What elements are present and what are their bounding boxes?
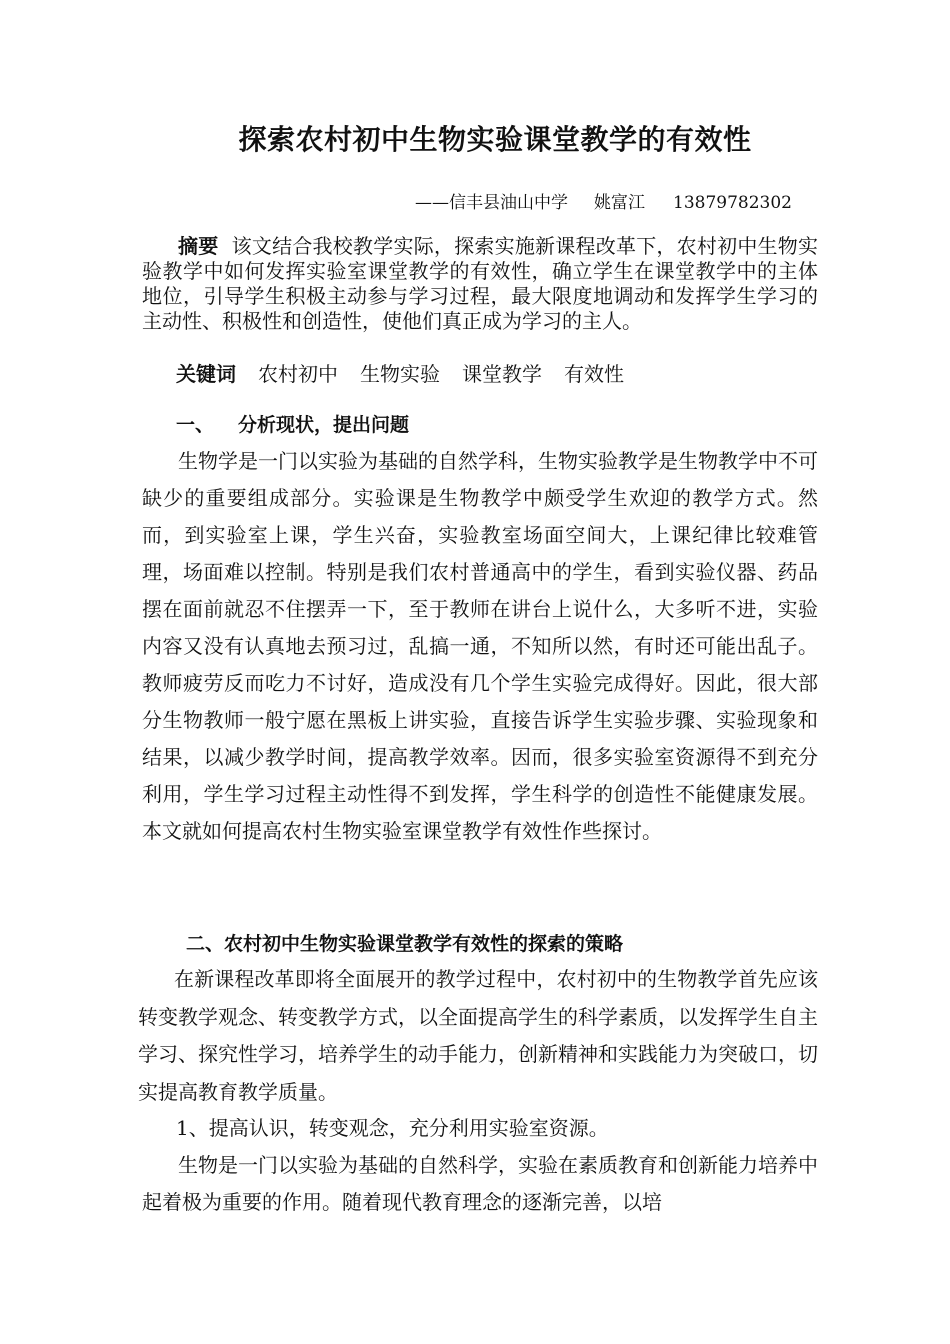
- section2-paragraph-text: 在新课程改革即将全面展开的教学过程中，农村初中的生物教学首先应该转变教学观念、转变教学方式，以全面提高学生的科学素质，以发挥学生自主学习、探究性学习，培养学生的动手能力，创新精神和实践能力为突破口，切实提高教育教学质量。: [138, 967, 818, 1104]
- keywords-label: 关键词: [176, 362, 236, 386]
- keyword-item: 农村初中: [258, 362, 338, 386]
- byline-phone: 13879782302: [673, 193, 792, 213]
- document-title: 探索农村初中生物实验课堂教学的有效性: [238, 123, 752, 156]
- keyword-item: 课堂教学: [462, 362, 542, 386]
- section2-item1-paragraph-text: 生物是一门以实验为基础的自然科学，实验在素质教育和创新能力培养中起着极为重要的作用。随着现代教育理念的逐渐完善，以培: [142, 1153, 818, 1214]
- section2-item1-paragraph: [142, 1147, 818, 1221]
- byline-author: 姚富江: [594, 193, 646, 213]
- abstract-text: 该文结合我校教学实际，探索实施新课程改革下，农村初中生物实验教学中如何发挥实验室课堂教学的有效性，确立学生在课堂教学中的主体地位，引导学生积极主动参与学习过程，最大限度地调动和发挥学生学习的主动性、积极性和创造性，使他们真正成为学习的主人。: [142, 234, 819, 333]
- keywords-line: [176, 359, 624, 389]
- byline: [415, 188, 792, 213]
- abstract-label: 摘要: [178, 234, 219, 258]
- section1-paragraph-text: 生物学是一门以实验为基础的自然学科，生物实验教学是生物教学中不可缺少的重要组成部分。实验课是生物教学中颇受学生欢迎的教学方式。然而，到实验室上课，学生兴奋，实验教室场面空间大，上课纪律比较难管理，场面难以控制。特别是我们农村普通高中的学生，看到实验仪器、药品摆在面前就忍不住摆弄一下，至于教师在讲台上说什么，大多听不进，实验内容又没有认真地去预习过，乱搞一通，不知所以然，有时还可能出乱子。教师疲劳反而吃力不讨好，造成没有几个学生实验完成得好。因此，很大部分生物教师一般宁愿在黑板上讲实验，直接告诉学生实验步骤、实验现象和结果，以减少教学时间，提高教学效率。因而，很多实验室资源得不到充分利用，学生学习过程主动性得不到发挥，学生科学的创造性不能健康发展。本文就如何提高农村生物实验室课堂教学有效性作些探讨。: [142, 449, 818, 843]
- section2-paragraph: [138, 961, 818, 1111]
- keyword-item: 有效性: [564, 362, 624, 386]
- byline-school: ——信丰县油山中学: [415, 193, 569, 213]
- section1-heading: [176, 410, 409, 437]
- section2-heading: 二、农村初中生物实验课堂教学有效性的探索的策略: [186, 933, 624, 955]
- section2-item1-heading: 1、提高认识，转变观念，充分利用实验室资源。: [176, 1116, 609, 1140]
- section1-paragraph: [142, 443, 818, 850]
- section1-number: 一、: [176, 414, 215, 436]
- keyword-item: 生物实验: [360, 362, 440, 386]
- section1-heading-text: 分析现状，提出问题: [238, 414, 410, 436]
- abstract-paragraph: [142, 234, 818, 334]
